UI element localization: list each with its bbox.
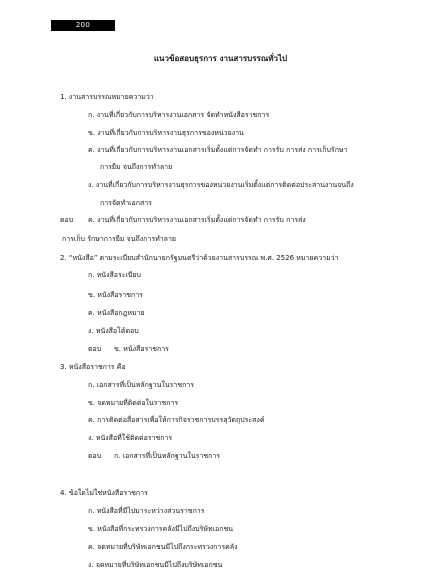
q1-option-d-line2: การจัดทำเอกสาร [100, 199, 152, 207]
q1-question: 1. งานสารบรรณหมายความว่า [60, 93, 154, 101]
q1-answer-label: ตอบ [60, 216, 74, 224]
q3-option-d: ง. หนังสือที่ใช้ติดต่อราชการ [88, 434, 173, 442]
q4-option-d: ง. จดหมายที่บริษัทเอกชนมีไปถึงบริษัทเอกชน [88, 561, 223, 569]
q2-answer-label: ตอบ [88, 345, 102, 353]
q1-option-a: ก. งานที่เกี่ยวกับการบริหารงานเอกสาร จัดทำหนังสือราชการ [88, 111, 270, 119]
q2-question: 2. “หนังสือ” ตามระเบียบสำนักนายกรัฐมนตรีว่าด้วยงานสารบรรณ พ.ศ. 2526 หมายความว่า [60, 254, 339, 262]
q4-question: 4. ข้อใดไม่ใช่หนังสือราชการ [60, 489, 148, 497]
q3-option-c: ค. การติดต่อสื่อสารเพื่อให้การกิจราชการบรรลุวัตถุประสงค์ [88, 416, 265, 424]
q3-answer-label: ตอบ [88, 452, 102, 460]
q1-option-b: ข. งานที่เกี่ยวกับการบริหารงานธุรการของหน่วยงาน [88, 129, 244, 137]
page-number-badge: 200 [51, 20, 115, 31]
page-title: แนวข้อสอบธุรการ งานสารบรรณทั่วไป [153, 54, 288, 63]
q3-option-b: ข. จดหมายที่ติดต่อในราชการ [88, 399, 179, 407]
q1-option-c-line2: การยืม จนถึงการทำลาย [100, 163, 173, 171]
q4-option-c: ค. จดหมายที่บริษัทเอกชนมีไปถึงกระทรวงการคลัง [88, 543, 238, 551]
q4-option-a: ก. หนังสือที่มีไปมาระหว่างส่วนราชการ [88, 507, 205, 515]
q3-option-a: ก. เอกสารที่เป็นหลักฐานในราชการ [88, 381, 195, 389]
q2-option-b: ข. หนังสือราชการ [88, 291, 143, 299]
q1-answer-line1: ค. งานที่เกี่ยวกับการบริหารงานเอกสารเริ่มตั้งแต่การจัดทำ การรับ การส่ง [88, 216, 306, 224]
q4-option-b: ข. หนังสือที่กระทรวงการคลังมีไปถึงบริษัทเอกชน [88, 525, 233, 533]
q3-answer: ก. เอกสารที่เป็นหลักฐานในราชการ [114, 452, 221, 460]
q1-option-d-line1: ง. งานที่เกี่ยวกับการบริหารงานธุรการของหน่วยงานเริ่มตั้งแต่การติดต่อประสานงานจนถึง [88, 181, 354, 189]
q1-answer-line2: การเก็บ รักษาการยืม จนถึงการทำลาย [62, 235, 176, 243]
q2-answer: ข. หนังสือราชการ [114, 345, 169, 353]
q2-option-d: ง. หนังสือโต้ตอบ [88, 327, 139, 335]
q3-question: 3. หนังสือราชการ คือ [60, 363, 126, 371]
q2-option-c: ค. หนังสือกฎหมาย [88, 309, 145, 317]
q1-option-c-line1: ค. งานที่เกี่ยวกับการบริหารงานเอกสารเริ่มตั้งแต่การจัดทำ การรับ การส่ง การเก็บรักษา [88, 146, 348, 154]
q2-option-a: ก. หนังสือระเบียบ [88, 271, 141, 279]
